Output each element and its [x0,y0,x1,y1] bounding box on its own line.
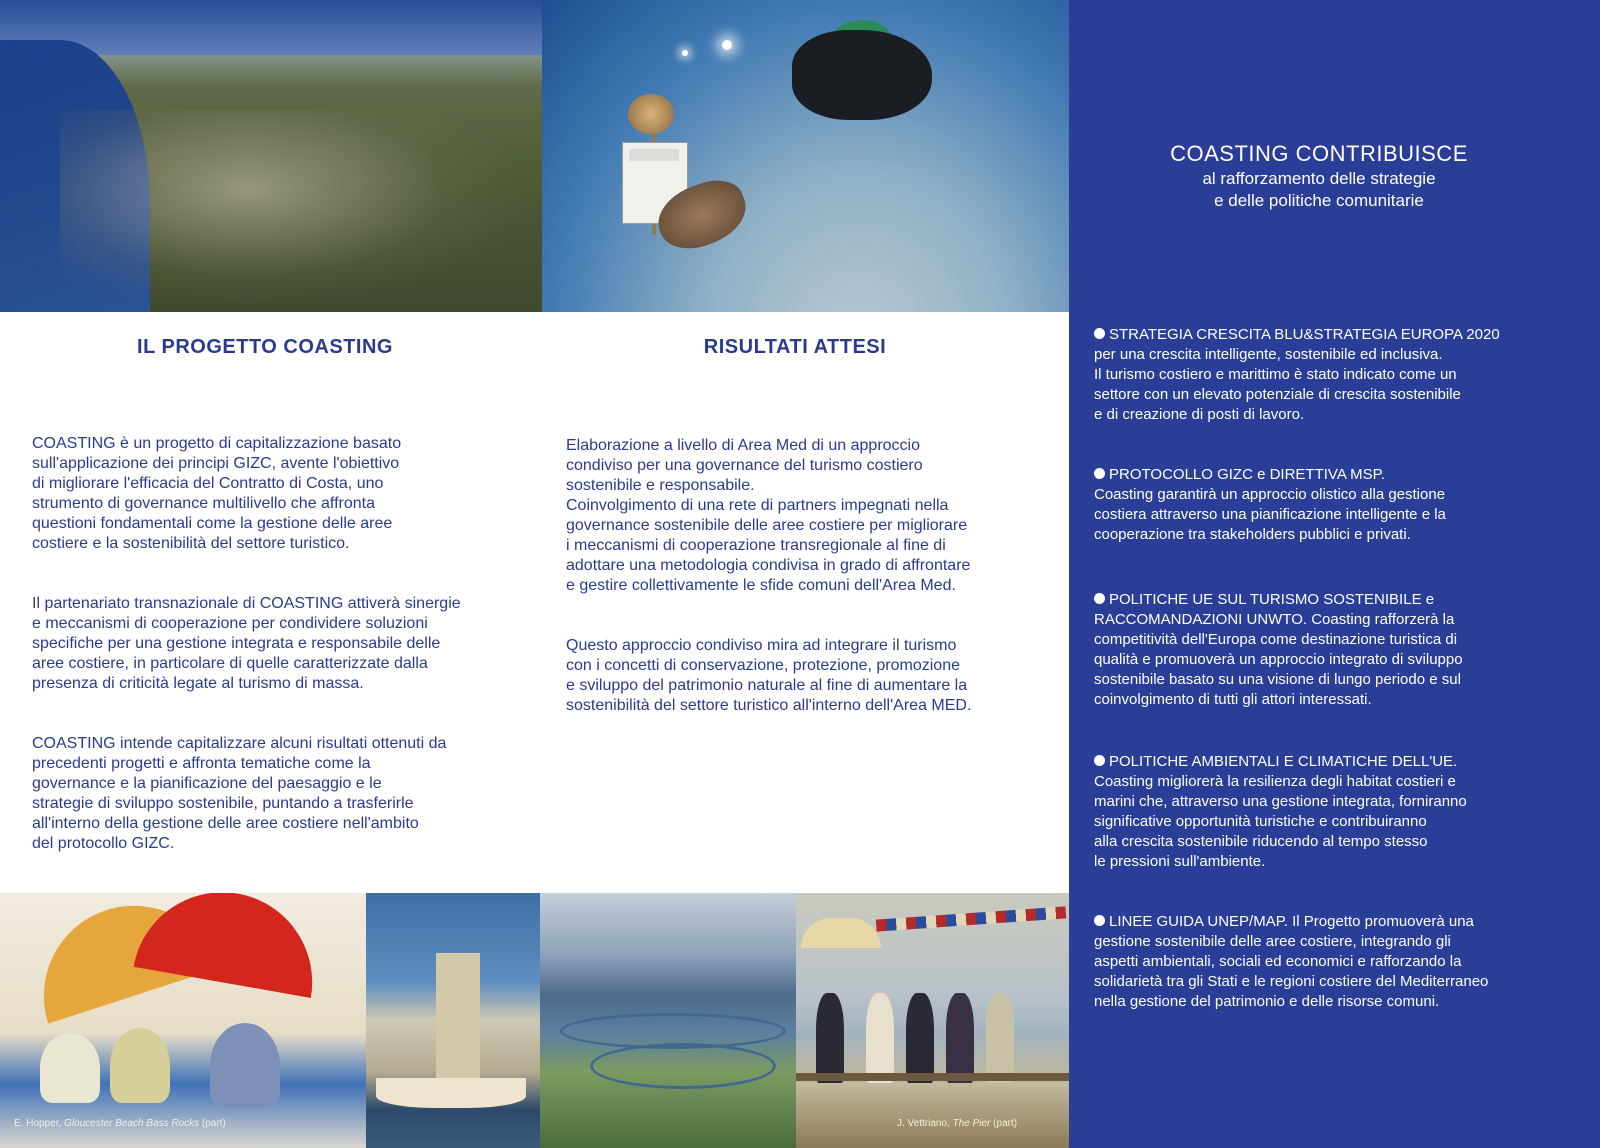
contribution-title: COASTING CONTRIBUISCE [1170,141,1468,166]
contribution-item-text: LINEE GUIDA UNEP/MAP. Il Progetto promuoverà una gestione sostenibile delle aree costiere, integrando gli aspetti ambientali, sociali ed economici e rafforzando la solidarietà tra gli Stati e le regioni costiere del Mediterraneo nella gestione del patrimonio e delle risorse comuni. [1094,913,1489,1010]
contribution-subtitle-1: al rafforzamento delle strategie [1202,169,1436,188]
contribution-item-text: PROTOCOLLO GIZC e DIRETTIVA MSP. Coasting garantirà un approccio olistico alla gestione costiera attraverso una pianificazione intelligente e la cooperazione tra stakeholders pubblici e privati. [1094,466,1446,543]
progetto-paragraph-2: Il partenariato transnazionale di COASTING attiverà sinergie e meccanismi di cooperazione per condividere soluzioni specifiche per una gestione integrata e responsabile delle aree costiere, in particolare di quelle caratterizzate dalla presenza di criticità legate al turismo di massa. [32,595,461,692]
caption-vettriano-title: The Pier [952,1118,991,1129]
heading-risultati-attesi: RISULTATI ATTESI [703,336,887,358]
bullet-icon [1094,915,1105,926]
risultati-text [566,416,1056,756]
progetto-paragraph-3: COASTING intende capitalizzare alcuni risultati ottenuti da precedenti progetti e affronta tematiche come la governance e la pianificazione del paesaggio e le strategie di sviluppo sostenibile, puntando a trasferirle all'interno della gestione delle aree costiere nell'ambito del protocollo GIZC. [32,735,447,852]
bullet-icon [1094,468,1105,479]
underwater-diver-photo [542,0,1069,312]
beach-umbrella-painting [0,893,366,1148]
pier-painting [796,893,1069,1148]
aerial-coast-photo [0,0,542,312]
caption-vettriano-note: (part) [993,1118,1018,1129]
lagoon-aerial-photo [540,893,796,1148]
contribution-subtitle-2: e delle politiche comunitarie [1214,191,1424,210]
caption-hopper-title: Gloucester Beach Bass Rocks [64,1118,200,1129]
harbour-castle-photo [366,893,540,1148]
heading-il-progetto: IL PROGETTO COASTING [137,336,393,358]
contribution-item-text: STRATEGIA CRESCITA BLU&STRATEGIA EUROPA 2020 per una crescita intelligente, sostenibile ed inclusiva. Il turismo costiero e marittimo è stato indicato come un settore con un elevato potenziale di crescita sostenibile e di creazione di posti di lavoro. [1094,326,1500,423]
contribution-item [1094,912,1564,1012]
risultati-paragraph-2: Questo approccio condiviso mira ad integrare il turismo con i concetti di conservazione, protezione, promozione e sviluppo del patrimonio naturale al fine di aumentare la sostenibilità del settore turistico all'interno dell'Area MED. [566,637,972,714]
caption-hopper-author: E. Hopper [14,1118,59,1129]
contribution-item-text: POLITICHE AMBIENTALI E CLIMATICHE DELL'UE. Coasting migliorerà la resilienza degli habitat costieri e marini che, attraverso una gestione integrata, forniranno significative opportunità turistiche e contribuiranno alla crescita sostenibile riducendo al tempo stesso le pressioni sull'ambiente. [1094,753,1467,870]
caption-hopper-note: (part) [201,1118,226,1129]
contribution-item [1094,752,1564,872]
bullet-icon [1094,328,1105,339]
progetto-text [32,414,532,894]
bullet-icon [1094,593,1105,604]
contribution-item [1094,465,1564,545]
caption-hopper: E. Hopper, Gloucester Beach Bass Rocks (part) [14,1118,226,1129]
caption-vettriano-author: J. Vettriano [897,1118,948,1129]
contribution-item [1094,590,1564,710]
contribution-header [1069,140,1569,212]
contribution-item-text: POLITICHE UE SUL TURISMO SOSTENIBILE e RACCOMANDAZIONI UNWTO. Coasting rafforzerà la competitività dell'Europa come destinazione turistica di qualità e promuoverà un approccio integrato di sviluppo sostenibile basato su una visione di lungo periodo e sul coinvolgimento di tutti gli attori interessati. [1094,591,1463,708]
contribution-item [1094,325,1564,425]
bullet-icon [1094,755,1105,766]
risultati-paragraph-1: Elaborazione a livello di Area Med di un approccio condiviso per una governance del turismo costiero sostenibile e responsabile. Coinvolgimento di una rete di partners impegnati nella governance sostenibile delle aree costiere per migliorare i meccanismi di cooperazione transregionale al fine di adottare una metodologia condivisa in grado di affrontare e gestire collettivamente le sfide comuni dell'Area Med. [566,437,971,594]
progetto-paragraph-1: COASTING è un progetto di capitalizzazione basato sull'applicazione dei principi GIZC, avente l'obiettivo di migliorare l'efficacia del Contratto di Costa, uno strumento di governance multilivello che affronta questioni fondamentali come la gestione delle aree costiere e la sostenibilità del settore turistico. [32,435,402,552]
caption-vettriano: J. Vettriano, The Pier (part) [897,1118,1018,1129]
